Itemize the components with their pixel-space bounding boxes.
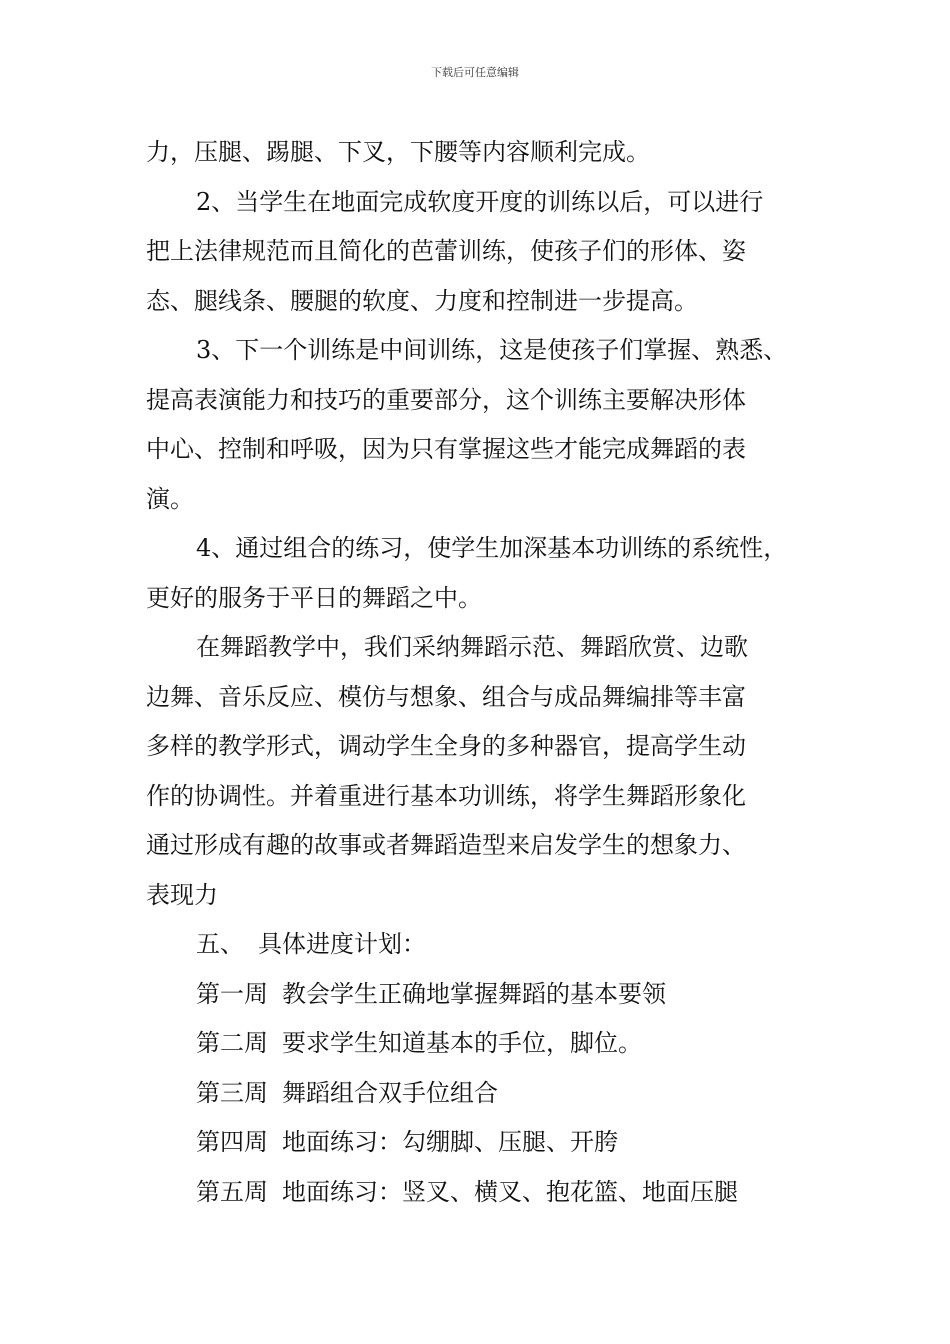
text-line: 通过形成有趣的故事或者舞蹈造型来启发学生的想象力、 xyxy=(146,831,746,859)
week-content: 要求学生知道基本的手位，脚位。 xyxy=(282,1029,642,1057)
text-line: 中心、控制和呼吸，因为只有掌握这些才能完成舞蹈的表 xyxy=(146,435,746,463)
text-line: 3、下一个训练是中间训练，这是使孩子们掌握、熟悉、 xyxy=(196,336,788,364)
week-item xyxy=(146,970,818,1020)
week-item xyxy=(146,1118,818,1168)
week-item xyxy=(146,1019,818,1069)
week-label: 第三周 xyxy=(196,1078,268,1107)
week-label: 第五周 xyxy=(196,1177,268,1206)
text-line: 多样的教学形式，调动学生全身的多种器官，提高学生动 xyxy=(146,732,746,760)
week-content: 地面练习：勾绷脚、压腿、开胯 xyxy=(282,1128,618,1156)
text-line: 在舞蹈教学中，我们采纳舞蹈示范、舞蹈欣赏、边歌 xyxy=(196,633,748,661)
week-label: 第一周 xyxy=(196,979,268,1008)
text-line: 提高表演能力和技巧的重要部分，这个训练主要解决形体 xyxy=(146,385,746,414)
document-body xyxy=(146,128,818,1217)
week-item xyxy=(146,1069,818,1119)
section-heading xyxy=(146,920,818,970)
week-content: 地面练习：竖叉、横叉、抱花篮、地面压腿 xyxy=(282,1177,738,1206)
week-content: 舞蹈组合双手位组合 xyxy=(282,1078,498,1107)
text-line: 力，压腿、踢腿、下叉，下腰等内容顺利完成。 xyxy=(146,138,650,166)
week-label: 第二周 xyxy=(196,1029,268,1057)
section-number: 五、 xyxy=(196,930,244,958)
text-line: 把上法律规范而且简化的芭蕾训练，使孩子们的形体、姿 xyxy=(146,237,746,265)
text-line: 更好的服务于平日的舞蹈之中。 xyxy=(146,583,482,612)
week-schedule-list xyxy=(146,970,818,1218)
text-line: 表现力 xyxy=(146,880,218,909)
week-item xyxy=(146,1168,818,1218)
text-line: 边舞、音乐反应、模仿与想象、组合与成品舞编排等丰富 xyxy=(146,682,746,711)
text-line: 2、当学生在地面完成软度开度的训练以后，可以进行 xyxy=(196,187,764,216)
week-content: 教会学生正确地掌握舞蹈的基本要领 xyxy=(282,979,666,1008)
paragraph-lines xyxy=(146,128,818,920)
text-line: 作的协调性。并着重进行基本功训练，将学生舞蹈形象化 xyxy=(146,781,746,810)
text-line: 演。 xyxy=(146,484,194,513)
section-title: 具体进度计划： xyxy=(258,930,426,958)
page-header: 下载后可任意编辑 xyxy=(431,66,519,79)
week-label: 第四周 xyxy=(196,1128,268,1156)
text-line: 态、腿线条、腰腿的软度、力度和控制进一步提高。 xyxy=(146,286,698,315)
text-line: 4、通过组合的练习，使学生加深基本功训练的系统性， xyxy=(196,534,788,562)
